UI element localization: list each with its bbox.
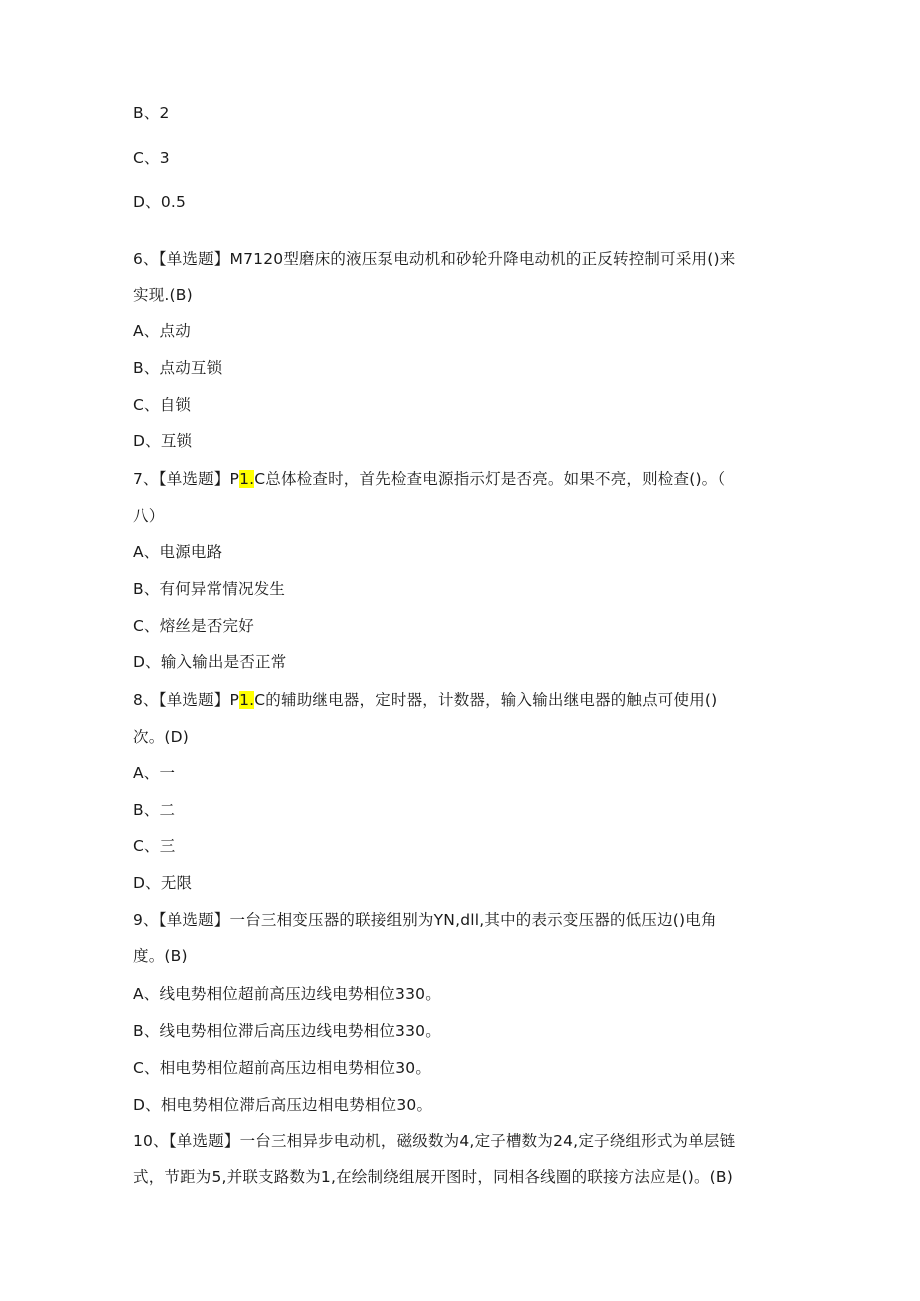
question-6-line-1: 6、【单选题】M7120型磨床的液压泵电动机和砂轮升降电动机的正反转控制可采用()来 — [133, 250, 736, 268]
option-d-q6: D、互锁 — [133, 432, 193, 450]
option-d-q8: D、无限 — [133, 874, 193, 892]
option-b-q6: B、点动互锁 — [133, 359, 223, 377]
option-a-q8: A、一 — [133, 764, 176, 782]
highlighted-text: 1. — [239, 691, 255, 709]
question-10-line-2: 式，节距为5,并联支路数为1,在绘制绕组展开图时，同相各线圈的联接方法应是()。(B) — [133, 1168, 734, 1186]
option-b-q7: B、有何异常情况发生 — [133, 580, 286, 598]
option-c-q9: C、相电势相位超前高压边相电势相位30。 — [133, 1059, 432, 1077]
question-9-line-2: 度。(B) — [133, 947, 188, 965]
option-a-q9: A、线电势相位超前高压边线电势相位330。 — [133, 985, 441, 1003]
option-b-q9: B、线电势相位滞后高压边线电势相位330。 — [133, 1022, 441, 1040]
question-8-line-1 — [133, 690, 717, 710]
highlighted-text: 1. — [239, 470, 255, 488]
question-7-line-1 — [133, 469, 725, 489]
question-9-line-1: 9、【单选题】一台三相变压器的联接组别为YN,dll,其中的表示变压器的低压边()电角 — [133, 911, 717, 929]
question-10-line-1: 10、【单选题】一台三相异步电动机，磁级数为4,定子槽数为24,定子绕组形式为单层链 — [133, 1132, 736, 1150]
question-8-suffix: C的辅助继电器，定时器，计数器，输入输出继电器的触点可使用() — [254, 691, 718, 709]
option-a-q7: A、电源电路 — [133, 543, 223, 561]
question-7-suffix: C总体检查时，首先检查电源指示灯是否亮。如果不亮，则检查()。（ — [254, 470, 726, 488]
option-d-q7: D、输入输出是否正常 — [133, 653, 287, 671]
option-c-q6: C、自锁 — [133, 396, 192, 414]
option-b-q8: B、二 — [133, 801, 176, 819]
option-a-q6: A、点动 — [133, 322, 191, 340]
option-c-q8: C、三 — [133, 837, 176, 855]
option-c-q5: C、3 — [133, 149, 170, 167]
option-d-q5: D、0.5 — [133, 193, 187, 211]
question-8-prefix: 8、【单选题】P — [133, 691, 240, 709]
question-8-line-2: 次。(D) — [133, 728, 190, 746]
option-d-q9: D、相电势相位滞后高压边相电势相位30。 — [133, 1096, 433, 1114]
question-6-line-2: 实现.(B) — [133, 286, 193, 304]
option-c-q7: C、熔丝是否完好 — [133, 617, 254, 635]
option-b-q5: B、2 — [133, 104, 170, 122]
question-7-line-2: 八） — [133, 507, 165, 525]
question-7-prefix: 7、【单选题】P — [133, 470, 240, 488]
